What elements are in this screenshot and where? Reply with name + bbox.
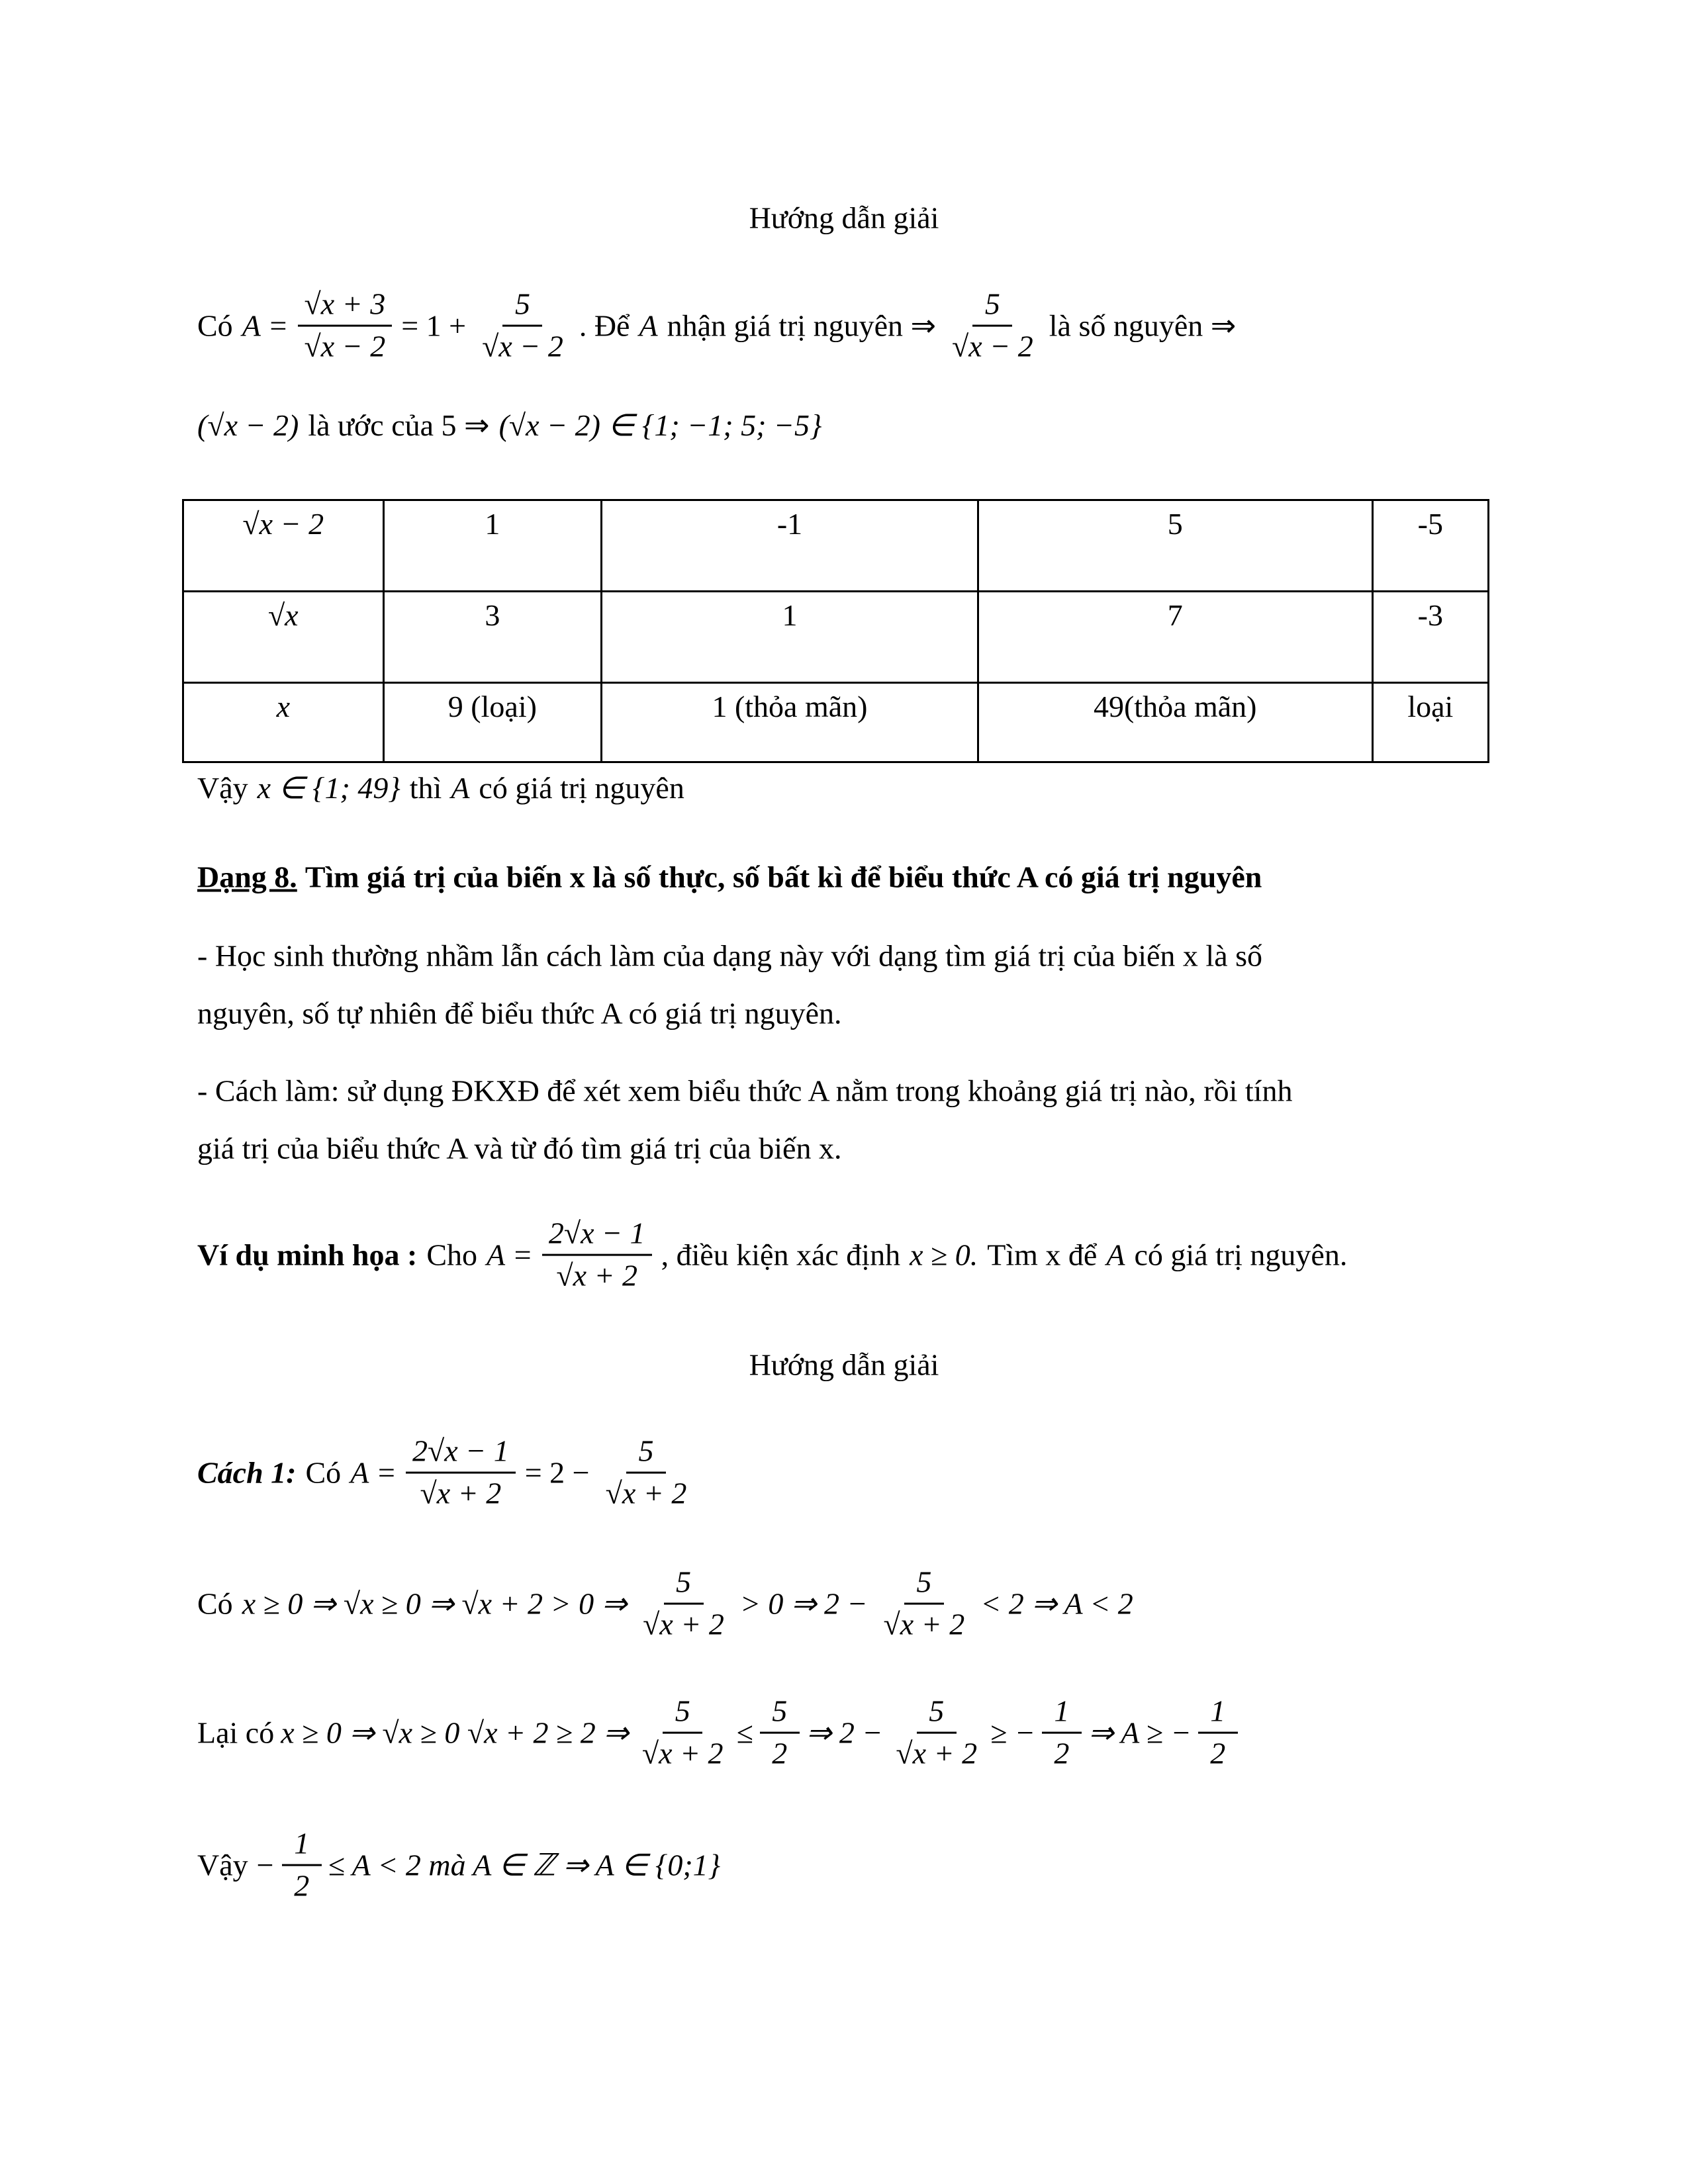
paragraph-2-line-1 xyxy=(197,1073,1292,1109)
math: A = xyxy=(242,308,289,343)
section-heading xyxy=(197,860,1262,895)
denominator: 2 xyxy=(1054,1736,1070,1770)
values-table xyxy=(182,499,1489,763)
cell: 1 (thỏa mãn) xyxy=(602,683,978,762)
math: ⇒ 2 − xyxy=(806,1716,883,1750)
table-row xyxy=(183,500,1489,592)
math: x ≥ 0 ⇒ √x ≥ 0 √x + 2 ≥ 2 ⇒ xyxy=(281,1716,629,1750)
paragraph-1-line-2 xyxy=(197,996,842,1031)
text: - Học sinh thường nhầm lẫn cách làm của dạng này với dạng tìm giá trị của biến x là số xyxy=(197,938,1263,973)
cell: 9 (loại) xyxy=(383,683,602,762)
fraction xyxy=(406,1434,516,1512)
table-row xyxy=(183,683,1489,762)
math: (√x − 2) xyxy=(197,408,299,442)
final-conclusion xyxy=(197,1827,720,1904)
text: Có xyxy=(197,1586,233,1621)
fraction xyxy=(635,1694,730,1772)
cell: -3 xyxy=(1372,592,1488,683)
text: nguyên, số tự nhiên để biểu thức A có giá trị nguyên. xyxy=(197,996,842,1030)
denominator: 2 xyxy=(1210,1736,1226,1770)
numerator: 5 xyxy=(917,1694,957,1734)
text: - Cách làm: sử dụng ĐKXĐ để xét xem biểu thức A nằm trong khoảng giá trị nào, rồi tính xyxy=(197,1073,1293,1108)
section-label: Dạng 8. xyxy=(197,860,297,894)
text: giá trị của biểu thức A và từ đó tìm giá trị của biến x. xyxy=(197,1131,842,1165)
text: Lại có xyxy=(197,1715,275,1750)
cell: loại xyxy=(1372,683,1488,762)
denominator: √x − 2 xyxy=(952,329,1033,363)
table-row xyxy=(183,592,1489,683)
text: nhận giá trị nguyên ⇒ xyxy=(667,309,937,343)
denominator: √x + 2 xyxy=(641,1736,724,1770)
numerator: 5 xyxy=(760,1694,800,1734)
section-title: Tìm giá trị của biến x là số thực, số bất kì để biểu thức A có giá trị nguyên xyxy=(305,860,1262,894)
cell: -1 xyxy=(602,500,978,592)
cell: -5 xyxy=(1372,500,1488,592)
math: ≥ − xyxy=(990,1715,1035,1750)
denominator: √x + 2 xyxy=(420,1476,502,1510)
numerator: 5 xyxy=(663,1694,702,1734)
math: A xyxy=(1106,1238,1125,1272)
cell: 1 xyxy=(602,592,978,683)
math: A = xyxy=(350,1455,397,1490)
heading-solution-1 xyxy=(0,201,1688,236)
math: > 0 ⇒ 2 − xyxy=(739,1587,868,1621)
text: là số nguyên ⇒ xyxy=(1049,309,1237,343)
fraction xyxy=(599,1434,694,1512)
numerator: 2√x − 1 xyxy=(542,1216,652,1256)
denominator: √x − 2 xyxy=(482,329,563,363)
text: Có xyxy=(197,308,233,343)
numerator: 2√x − 1 xyxy=(406,1434,516,1474)
paragraph-2-line-2 xyxy=(197,1131,841,1166)
math: < 2 ⇒ A < 2 xyxy=(980,1587,1133,1621)
numerator: 5 xyxy=(664,1565,704,1605)
fraction xyxy=(1042,1694,1082,1772)
numerator: 1 xyxy=(1198,1694,1238,1734)
math: ≤ A < 2 mà A ∈ ℤ ⇒ A ∈ {0;1} xyxy=(328,1848,721,1882)
fraction xyxy=(876,1565,971,1643)
fraction xyxy=(760,1694,800,1772)
equation-line-2 xyxy=(197,407,821,443)
math: = 1 + xyxy=(401,308,467,343)
row-label: √x − 2 xyxy=(183,500,384,592)
text: có giá trị nguyên xyxy=(479,770,684,805)
math: x ∈ {1; 49} xyxy=(257,771,400,805)
conclusion-1 xyxy=(197,770,684,805)
math: A xyxy=(639,308,658,343)
cell: 3 xyxy=(383,592,602,683)
text: . Để xyxy=(579,308,630,343)
paragraph-1-line-1 xyxy=(197,938,1262,974)
math: A xyxy=(451,770,470,805)
fraction xyxy=(475,287,570,365)
cell: 7 xyxy=(978,592,1372,683)
method-label: Cách 1: xyxy=(197,1455,297,1490)
step-2-line xyxy=(197,1694,1238,1772)
fraction xyxy=(1198,1694,1238,1772)
denominator: √x − 2 xyxy=(304,329,386,363)
numerator: √x + 3 xyxy=(298,287,393,327)
numerator: 5 xyxy=(904,1565,944,1605)
example-label: Ví dụ minh họa : xyxy=(197,1238,418,1272)
text: Có xyxy=(305,1455,342,1490)
math: ⇒ A ≥ − xyxy=(1088,1716,1192,1750)
math: ≤ xyxy=(736,1715,753,1750)
denominator: 2 xyxy=(772,1736,788,1770)
row-label: √x xyxy=(183,592,384,683)
text: , điều kiện xác định xyxy=(661,1238,901,1272)
fraction xyxy=(945,287,1040,365)
text: có giá trị nguyên. xyxy=(1134,1238,1348,1272)
heading-text: Hướng dẫn giải xyxy=(749,1347,939,1382)
numerator: 5 xyxy=(972,287,1012,327)
text: là ước của 5 ⇒ xyxy=(308,408,490,442)
text: thì xyxy=(409,770,442,805)
example-line xyxy=(197,1216,1347,1294)
row-label: x xyxy=(183,683,384,762)
cell: 1 xyxy=(383,500,602,592)
heading-solution-2 xyxy=(0,1347,1688,1383)
cell: 5 xyxy=(978,500,1372,592)
numerator: 5 xyxy=(626,1434,666,1474)
fraction xyxy=(282,1827,322,1904)
fraction xyxy=(889,1694,984,1772)
text: Vậy xyxy=(197,1848,248,1882)
text: Vậy xyxy=(197,770,248,805)
heading-text: Hướng dẫn giải xyxy=(749,201,939,235)
denominator: √x + 2 xyxy=(643,1607,724,1641)
denominator: √x + 2 xyxy=(883,1607,965,1641)
numerator: 5 xyxy=(502,287,542,327)
denominator: 2 xyxy=(294,1868,310,1903)
method-1-line xyxy=(197,1434,693,1512)
denominator: √x + 2 xyxy=(605,1476,687,1510)
numerator: 1 xyxy=(282,1827,322,1866)
math: A = xyxy=(487,1238,533,1272)
cell: 49(thỏa mãn) xyxy=(978,683,1372,762)
fraction xyxy=(636,1565,731,1643)
denominator: √x + 2 xyxy=(896,1736,978,1770)
text: Cho xyxy=(426,1238,478,1272)
math: x ≥ 0 ⇒ √x ≥ 0 ⇒ √x + 2 > 0 ⇒ xyxy=(242,1587,628,1621)
fraction xyxy=(542,1216,652,1294)
numerator: 1 xyxy=(1042,1694,1082,1734)
denominator: √x + 2 xyxy=(556,1258,638,1293)
math: = 2 − xyxy=(524,1455,590,1490)
equation-line-1 xyxy=(197,287,1236,365)
text: Tìm x để xyxy=(987,1238,1098,1272)
math: − xyxy=(254,1848,275,1882)
math: (√x − 2) ∈ {1; −1; 5; −5} xyxy=(498,408,822,442)
fraction xyxy=(298,287,393,365)
step-1-line xyxy=(197,1565,1133,1643)
math: x ≥ 0. xyxy=(910,1238,978,1272)
